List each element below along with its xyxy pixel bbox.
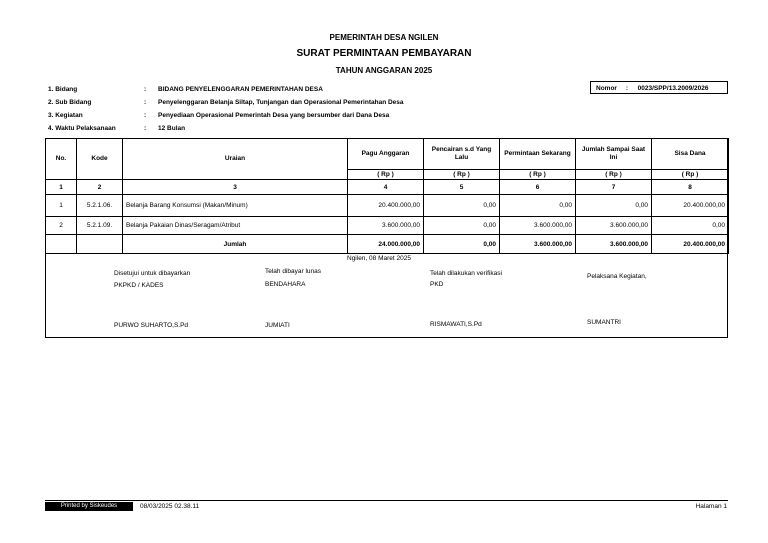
column-number: 7 (576, 180, 652, 195)
info-label: 3. Kegiatan (48, 112, 83, 119)
table-row (46, 195, 729, 217)
info-colon: : (144, 125, 147, 132)
info-value: Penyelenggaran Belanja Siltap, Tunjangan dan Operasional Pemerintahan Desa (158, 99, 404, 106)
nomor-box (590, 81, 728, 94)
unit-label: ( Rp ) (424, 170, 500, 180)
total-label: Jumlah (123, 235, 348, 254)
cell-sampai: 0,00 (576, 195, 652, 217)
signature-name: JUMIATI (265, 322, 290, 329)
fiscal-year: TAHUN ANGGARAN 2025 (335, 66, 433, 75)
info-label: 2. Sub Bidang (48, 99, 92, 106)
header-permintaan: Permintaan Sekarang (500, 139, 576, 170)
table-row (46, 217, 729, 235)
total-row (46, 235, 729, 254)
printed-by-badge: Printed by Siskeudes (45, 502, 133, 511)
column-number: 3 (123, 180, 348, 195)
print-timestamp: 08/03/2025 02.38.11 (140, 503, 200, 510)
header-uraian: Uraian (123, 139, 348, 180)
signature-role: PKD (430, 281, 444, 288)
info-value: Penyediaan Operasional Pemerintah Desa yang bersumber dari Dana Desa (158, 112, 390, 119)
info-kegiatan (48, 109, 588, 122)
info-label: 4. Waktu Pelaksanaan (48, 125, 116, 132)
cell-no: 2 (46, 217, 77, 235)
column-number: 4 (348, 180, 424, 195)
info-value: 12 Bulan (158, 125, 186, 132)
page-number: Halaman 1 (695, 503, 727, 510)
cell-pagu: 3.600.000,00 (348, 217, 424, 235)
unit-label: ( Rp ) (348, 170, 424, 180)
footer-divider (45, 500, 728, 501)
payment-table (45, 138, 729, 254)
header-no: No. (46, 139, 77, 180)
signature-role: PKPKD / KADES (114, 282, 164, 289)
column-number: 8 (652, 180, 729, 195)
cell-sisa: 0,00 (652, 217, 729, 235)
column-number: 2 (77, 180, 123, 195)
document-title: SURAT PERMINTAAN PEMBAYARAN (296, 48, 472, 59)
cell-sekarang: 3.600.000,00 (500, 217, 576, 235)
table-header-row (46, 139, 729, 170)
total-sisa: 20.400.000,00 (652, 235, 729, 254)
info-waktu (48, 122, 588, 135)
info-colon: : (144, 86, 147, 93)
header-pagu: Pagu Anggaran (348, 139, 424, 170)
unit-label: ( Rp ) (576, 170, 652, 180)
header-kode: Kode (77, 139, 123, 180)
column-number: 6 (500, 180, 576, 195)
cell-empty (46, 235, 77, 254)
info-colon: : (144, 99, 147, 106)
signature-name: PURWO SUHARTO,S.Pd (114, 322, 189, 329)
nomor-colon: : (625, 85, 628, 92)
cell-sekarang: 0,00 (500, 195, 576, 217)
cell-sisa: 20.400.000,00 (652, 195, 729, 217)
cell-kode: 5.2.1.06. (77, 195, 123, 217)
header-pencairan: Pencairan s.d Yang Lalu (424, 139, 500, 170)
cell-empty (77, 235, 123, 254)
cell-uraian: Belanja Barang Konsumsi (Makan/Minum) (123, 195, 348, 217)
signature-caption: Disetujui untuk dibayarkan (114, 270, 191, 277)
signature-caption: Pelaksana Kegiatan, (587, 273, 647, 280)
signature-name: RISMAWATI,S.Pd (430, 321, 482, 328)
cell-lalu: 0,00 (424, 195, 500, 217)
government-title: PEMERINTAH DESA NGILEN (329, 33, 439, 42)
column-number: 1 (46, 180, 77, 195)
column-number-row (46, 180, 729, 195)
signature-caption: Telah dibayar lunas (265, 268, 322, 275)
total-lalu: 0,00 (424, 235, 500, 254)
unit-label: ( Rp ) (500, 170, 576, 180)
info-label: 1. Bidang (48, 86, 78, 93)
info-value: BIDANG PENYELENGGARAN PEMERINTAHAN DESA (158, 86, 323, 93)
cell-lalu: 0,00 (424, 217, 500, 235)
place-date: Ngilen, 08 Maret 2025 (347, 255, 411, 262)
cell-uraian: Belanja Pakaian Dinas/Seragam/Atribut (123, 217, 348, 235)
cell-kode: 5.2.1.09. (77, 217, 123, 235)
header-sisa: Sisa Dana (652, 139, 729, 170)
info-sub-bidang (48, 96, 588, 109)
cell-no: 1 (46, 195, 77, 217)
header-jumlah-sampai: Jumlah Sampai Saat Ini (576, 139, 652, 170)
cell-sampai: 3.600.000,00 (576, 217, 652, 235)
info-bidang (48, 83, 588, 96)
nomor-value: 0023/SPP/13.2009/2026 (637, 85, 709, 92)
unit-label: ( Rp ) (652, 170, 729, 180)
nomor-label: Nomor (596, 85, 617, 92)
cell-pagu: 20.400.000,00 (348, 195, 424, 217)
total-pagu: 24.000.000,00 (348, 235, 424, 254)
info-colon: : (144, 112, 147, 119)
total-sampai: 3.600.000,00 (576, 235, 652, 254)
total-sekarang: 3.600.000,00 (500, 235, 576, 254)
info-block (48, 83, 588, 135)
signature-name: SUMANTRI (587, 319, 621, 326)
column-number: 5 (424, 180, 500, 195)
signature-caption: Telah dilakukan verifikasi (430, 270, 502, 277)
signature-role: BENDAHARA (265, 281, 306, 288)
